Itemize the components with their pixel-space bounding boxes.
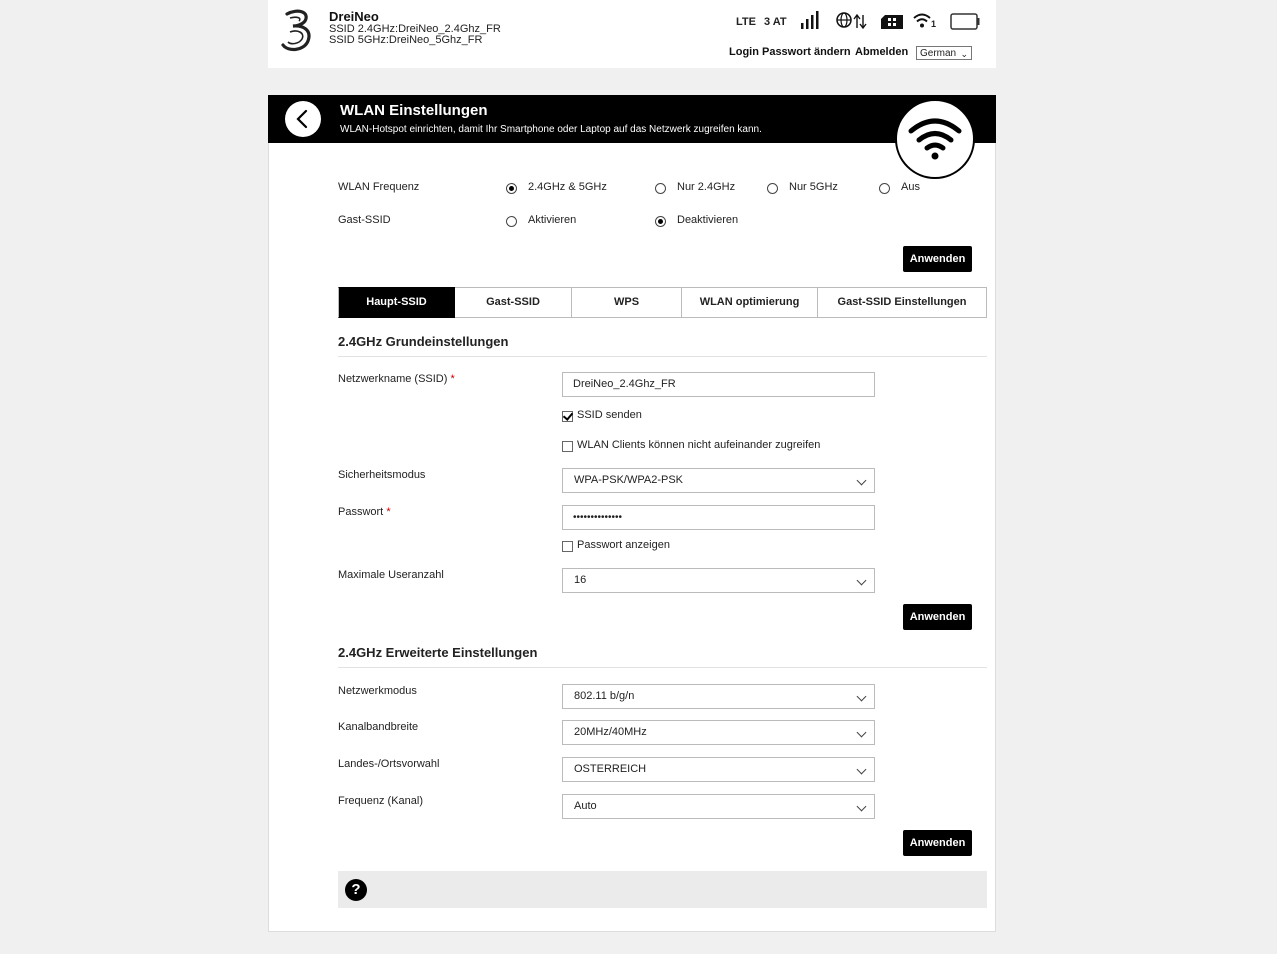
divider xyxy=(338,356,987,357)
chevron-down-icon xyxy=(857,476,867,486)
tab-guest-ssid[interactable]: Gast-SSID xyxy=(455,287,572,318)
radio-freq-both-label[interactable]: 2.4GHz & 5GHz xyxy=(528,181,607,193)
operator-name: 3 AT xyxy=(764,16,787,28)
battery-icon xyxy=(950,13,980,30)
country-value: OSTERREICH xyxy=(574,763,647,775)
ssid-name-label xyxy=(338,373,455,385)
network-type: LTE xyxy=(736,16,756,28)
radio-freq-off-label[interactable]: Aus xyxy=(901,181,920,193)
wlan-frequency-label: WLAN Frequenz xyxy=(338,181,420,193)
radio-guest-enable[interactable] xyxy=(506,216,517,227)
apply-button-basic[interactable]: Anwenden xyxy=(903,604,972,630)
chevron-down-icon xyxy=(857,802,867,812)
tab-main-ssid[interactable]: Haupt-SSID xyxy=(338,287,455,318)
tab-guest-ssid-settings[interactable]: Gast-SSID Einstellungen xyxy=(818,287,987,318)
password-label xyxy=(338,506,391,518)
radio-guest-disable[interactable] xyxy=(655,216,666,227)
password-label-text: Passwort xyxy=(338,506,384,518)
apply-button-advanced[interactable]: Anwenden xyxy=(903,830,972,856)
channel-select[interactable] xyxy=(562,794,875,819)
basic-settings-title: 2.4GHz Grundeinstellungen xyxy=(338,334,509,349)
broadcast-ssid-checkbox[interactable] xyxy=(562,411,573,422)
radio-freq-24-label[interactable]: Nur 2.4GHz xyxy=(677,181,736,193)
top-header xyxy=(268,0,996,68)
show-password-checkbox[interactable] xyxy=(562,541,573,552)
radio-freq-off[interactable] xyxy=(879,183,890,194)
apply-button-frequency[interactable]: Anwenden xyxy=(903,246,972,272)
ssid-name-input[interactable]: DreiNeo_2.4Ghz_FR xyxy=(562,372,875,397)
internet-globe-icon xyxy=(836,12,868,30)
security-mode-label: Sicherheitsmodus xyxy=(338,469,426,481)
ssid-tabs xyxy=(338,287,987,318)
show-password-label[interactable]: Passwort anzeigen xyxy=(577,539,670,551)
chevron-down-icon xyxy=(857,765,867,775)
back-button[interactable] xyxy=(285,101,321,137)
device-name: DreiNeo xyxy=(329,9,379,24)
ssid-24-info: SSID 2.4GHz:DreiNeo_2.4Ghz_FR xyxy=(329,23,501,35)
chevron-down-icon xyxy=(857,728,867,738)
language-select[interactable] xyxy=(916,46,972,60)
required-marker: * xyxy=(386,506,391,518)
channel-value: Auto xyxy=(574,800,597,812)
logout-link[interactable]: Abmelden xyxy=(855,46,909,58)
radio-guest-disable-label[interactable]: Deaktivieren xyxy=(677,214,739,226)
chevron-down-icon xyxy=(857,576,867,586)
change-password-link[interactable]: Login Passwort ändern xyxy=(729,46,851,58)
chevron-down-icon xyxy=(857,692,867,702)
radio-freq-both[interactable] xyxy=(506,183,517,194)
page-subtitle: WLAN-Hotspot einrichten, damit Ihr Smartphone oder Laptop auf das Netzwerk zugreifen kann. xyxy=(340,124,762,135)
bandwidth-value: 20MHz/40MHz xyxy=(574,726,647,738)
broadcast-ssid-label[interactable]: SSID senden xyxy=(577,409,642,421)
tab-wps[interactable]: WPS xyxy=(572,287,682,318)
wifi-icon xyxy=(897,101,973,177)
channel-label: Frequenz (Kanal) xyxy=(338,795,423,807)
signal-strength-icon xyxy=(800,11,820,29)
chevron-left-icon xyxy=(285,101,321,137)
guest-ssid-label: Gast-SSID xyxy=(338,214,391,226)
max-users-value: 16 xyxy=(574,574,587,586)
radio-freq-24[interactable] xyxy=(655,183,666,194)
radio-guest-enable-label[interactable]: Aktivieren xyxy=(528,214,577,226)
page-title: WLAN Einstellungen xyxy=(340,102,488,119)
ssid-5-info: SSID 5GHz:DreiNeo_5Ghz_FR xyxy=(329,34,483,46)
wifi-client-count: 1 xyxy=(931,19,937,29)
ssid-name-label-text: Netzwerkname (SSID) xyxy=(338,373,448,385)
client-isolation-checkbox[interactable] xyxy=(562,441,573,452)
max-users-select[interactable] xyxy=(562,568,875,593)
network-mode-value: 802.11 b/g/n xyxy=(574,690,635,702)
bandwidth-label: Kanalbandbreite xyxy=(338,721,419,733)
radio-freq-5[interactable] xyxy=(767,183,778,194)
bandwidth-select[interactable] xyxy=(562,720,875,745)
client-isolation-label[interactable]: WLAN Clients können nicht aufeinander zugreifen xyxy=(577,439,821,451)
wifi-badge xyxy=(895,99,975,179)
chevron-down-icon: ⌄ xyxy=(960,49,968,59)
page-banner xyxy=(268,95,996,143)
advanced-settings-title: 2.4GHz Erweiterte Einstellungen xyxy=(338,645,538,660)
country-select[interactable] xyxy=(562,757,875,782)
max-users-label: Maximale Useranzahl xyxy=(338,569,444,581)
password-input[interactable]: •••••••••••••• xyxy=(562,505,875,530)
help-bar xyxy=(338,871,987,908)
sim-card-icon xyxy=(880,14,904,30)
network-mode-label: Netzwerkmodus xyxy=(338,685,417,697)
required-marker: * xyxy=(450,373,455,385)
network-mode-select[interactable] xyxy=(562,684,875,709)
country-label: Landes-/Ortsvorwahl xyxy=(338,758,440,770)
help-icon[interactable]: ? xyxy=(345,879,367,901)
security-mode-select[interactable] xyxy=(562,468,875,493)
radio-freq-5-label[interactable]: Nur 5GHz xyxy=(789,181,838,193)
three-logo-icon xyxy=(278,8,316,54)
language-value: German xyxy=(920,48,957,59)
tab-wlan-optimization[interactable]: WLAN optimierung xyxy=(682,287,818,318)
divider xyxy=(338,667,987,668)
security-mode-value: WPA-PSK/WPA2-PSK xyxy=(574,474,684,486)
